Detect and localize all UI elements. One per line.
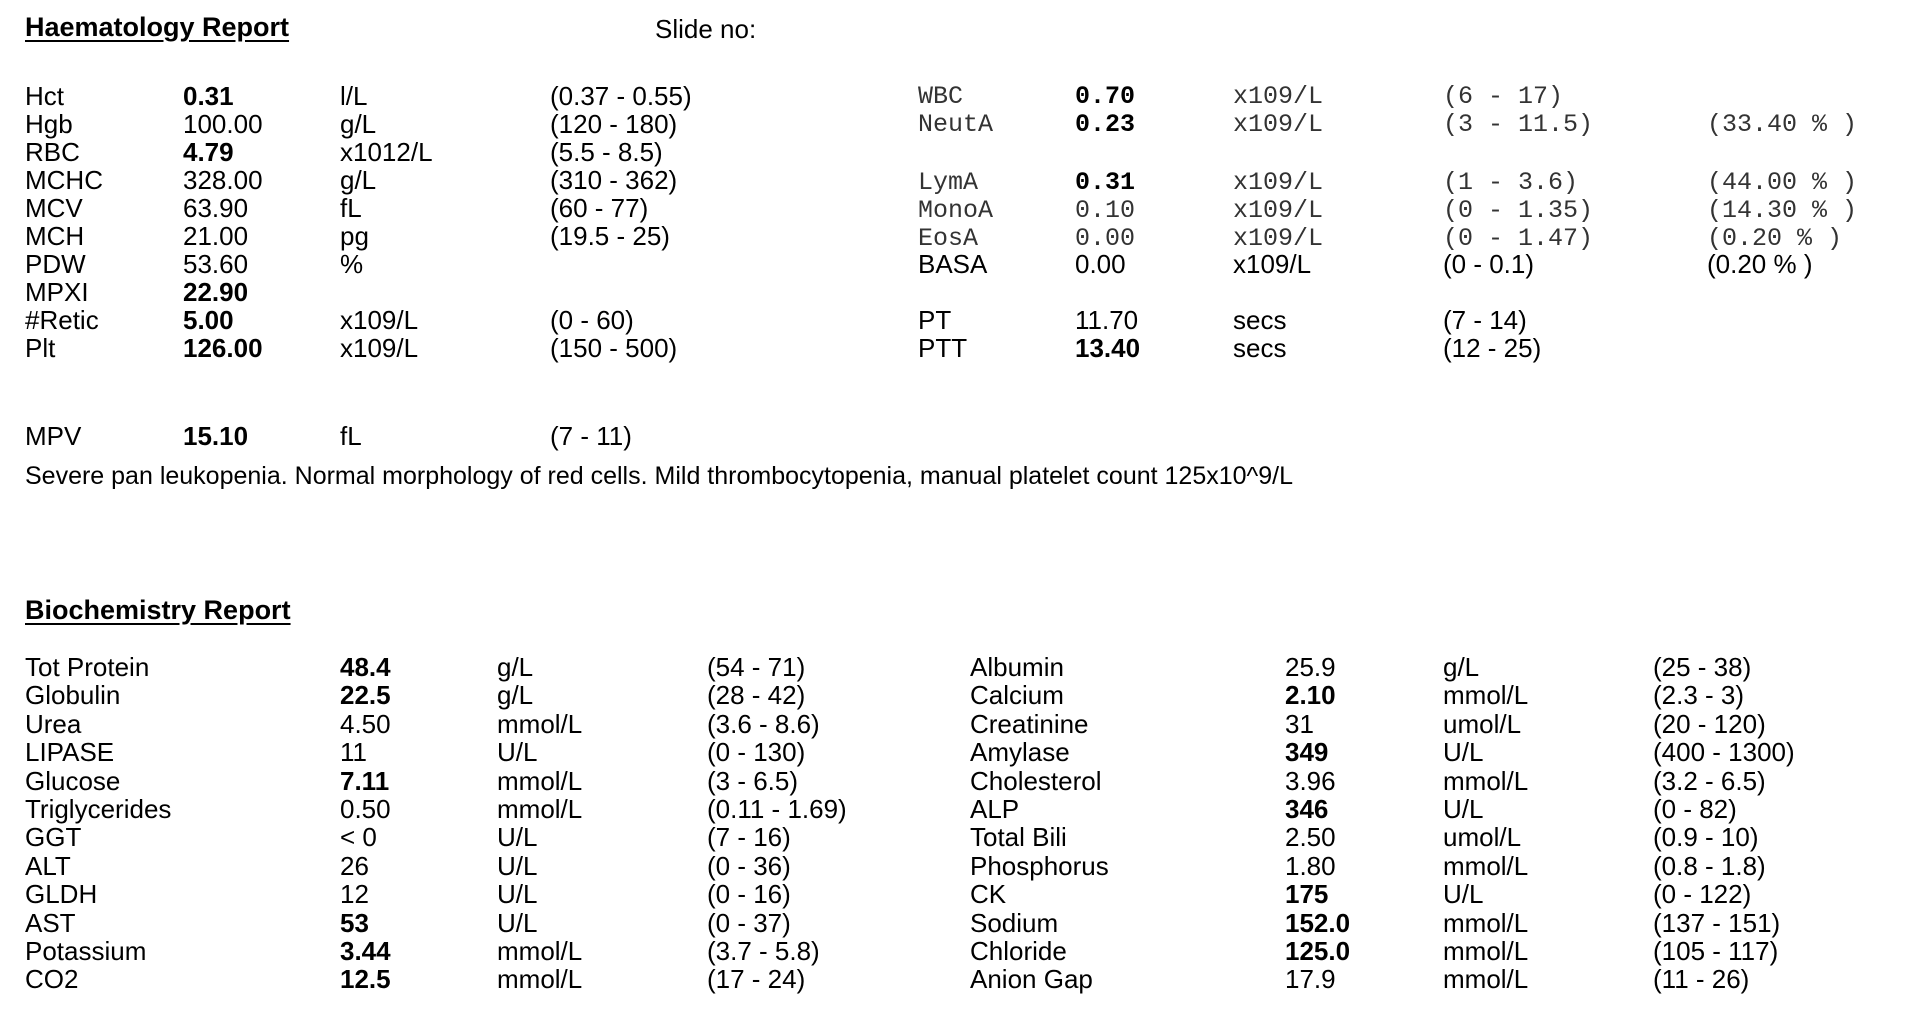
reference-range: (400 - 1300) [1653,737,1795,768]
test-value: 15.10 [183,421,249,451]
test-name: Urea [25,708,82,739]
test-value: 0.00 [1075,249,1126,279]
test-name: BASA [918,249,988,279]
reference-range: (0 - 1.47) [1443,224,1594,253]
test-name: PDW [25,249,86,279]
reference-range: (7 - 16) [707,822,791,853]
test-name: EosA [918,224,979,253]
test-unit: mmol/L [1443,850,1529,881]
test-name: Albumin [970,652,1064,682]
test-unit: mmol/L [1443,680,1529,711]
test-value: 346 [1285,794,1329,824]
reference-range: (0 - 130) [707,737,806,768]
test-unit: mmol/L [497,936,583,966]
test-value: 12 [340,879,369,910]
reference-range: (3.2 - 6.5) [1653,765,1766,796]
test-unit: x109/L [340,333,419,363]
test-unit: mmol/L [1443,964,1529,995]
test-name: ALT [25,850,71,881]
test-value: 4.50 [340,708,391,739]
reference-range: (0 - 122) [1653,879,1752,910]
test-value: 63.90 [183,193,249,223]
test-name: CO2 [25,964,79,995]
test-name: MPV [25,421,82,451]
test-unit: x1012/L [340,137,433,167]
test-name: Cholesterol [970,765,1102,796]
percentage: (33.40 % ) [1707,110,1858,139]
slide-number-label: Slide no: [655,14,757,44]
reference-range: (6 - 17) [1443,82,1564,111]
test-value: 21.00 [183,221,249,251]
reference-range: (150 - 500) [550,333,678,363]
test-value: 1.80 [1285,850,1336,881]
reference-range: (54 - 71) [707,652,806,682]
test-value: 48.4 [340,652,391,682]
percentage: (0.20 % ) [1707,249,1813,279]
test-unit: mmol/L [1443,765,1529,796]
reference-range: (7 - 11) [550,421,632,451]
reference-range: (19.5 - 25) [550,221,670,251]
test-value: 22.90 [183,277,249,307]
test-name: CK [970,879,1007,910]
test-unit: U/L [497,822,538,853]
test-name: RBC [25,137,80,167]
test-unit: mmol/L [497,794,583,824]
reference-range: (20 - 120) [1653,708,1766,739]
test-name: Hct [25,81,64,111]
test-unit: U/L [497,907,538,938]
test-unit: g/L [340,109,377,139]
reference-range: (3 - 6.5) [707,765,799,796]
reference-range: (0.11 - 1.69) [707,794,847,824]
reference-range: (0.9 - 10) [1653,822,1759,853]
percentage: (14.30 % ) [1707,196,1858,225]
reference-range: (0.37 - 0.55) [550,81,692,111]
test-value: 0.00 [1075,224,1136,253]
reference-range: (3.7 - 5.8) [707,936,820,966]
test-value: 31 [1285,708,1314,739]
test-value: < 0 [340,822,377,853]
reference-range: (7 - 14) [1443,305,1527,335]
reference-range: (25 - 38) [1653,652,1752,682]
reference-range: (0 - 36) [707,850,791,881]
test-unit: U/L [497,737,538,768]
reference-range: (310 - 362) [550,165,678,195]
test-value: 0.50 [340,794,391,824]
test-unit: fL [340,193,362,223]
test-unit: pg [340,221,369,251]
test-name: Globulin [25,680,121,711]
test-unit: mmol/L [497,765,583,796]
test-value: 0.31 [183,81,234,111]
test-unit: % [340,249,364,279]
test-name: Creatinine [970,708,1089,739]
test-name: MCH [25,221,85,251]
test-name: Chloride [970,936,1067,966]
test-name: Tot Protein [25,652,150,682]
test-unit: x109/L [1233,196,1324,225]
reference-range: (3.6 - 8.6) [707,708,820,739]
test-unit: secs [1233,305,1287,335]
test-unit: mmol/L [497,964,583,995]
test-unit: secs [1233,333,1287,363]
test-name: GGT [25,822,82,853]
test-name: GLDH [25,879,98,910]
test-value: 53 [340,907,369,938]
test-name: Glucose [25,765,121,796]
test-unit: l/L [340,81,368,111]
reference-range: (0.8 - 1.8) [1653,850,1766,881]
test-value: 3.44 [340,936,391,966]
test-value: 125.0 [1285,936,1351,966]
test-unit: U/L [1443,794,1484,824]
reference-range: (0 - 60) [550,305,634,335]
test-name: #Retic [25,305,99,335]
test-name: Hgb [25,109,73,139]
reference-range: (28 - 42) [707,680,806,711]
test-unit: g/L [497,680,534,711]
test-value: 7.11 [340,765,390,796]
test-name: AST [25,907,76,938]
reference-range: (1 - 3.6) [1443,168,1579,197]
reference-range: (0 - 16) [707,879,791,910]
reference-range: (137 - 151) [1653,907,1781,938]
test-value: 3.96 [1285,765,1336,796]
percentage: (44.00 % ) [1707,168,1858,197]
reference-range: (3 - 11.5) [1443,110,1594,139]
test-value: 328.00 [183,165,263,195]
test-unit: umol/L [1443,822,1522,853]
test-value: 100.00 [183,109,263,139]
test-name: MonoA [918,196,994,225]
test-value: 0.10 [1075,196,1136,225]
test-unit: U/L [497,879,538,910]
haematology-comment: Severe pan leukopenia. Normal morphology of red cells. Mild thrombocytopenia, manual platelet count 125x10^9/L [25,462,1294,490]
test-name: NeutA [918,110,994,139]
test-value: 22.5 [340,680,391,711]
test-name: LIPASE [25,737,115,768]
test-name: MPXI [25,277,89,307]
test-value: 17.9 [1285,964,1336,995]
test-name: Anion Gap [970,964,1093,995]
test-value: 0.23 [1075,110,1136,139]
haematology-title: Haematology Report [25,12,290,42]
test-name: PT [918,305,952,335]
test-unit: x109/L [1233,249,1312,279]
test-unit: umol/L [1443,708,1522,739]
reference-range: (0 - 82) [1653,794,1737,824]
test-name: ALP [970,794,1020,824]
reference-range: (0 - 37) [707,907,791,938]
test-unit: U/L [1443,737,1484,768]
test-unit: mmol/L [1443,936,1529,966]
test-unit: x109/L [1233,110,1324,139]
test-value: 126.00 [183,333,263,363]
test-value: 25.9 [1285,652,1336,682]
test-name: LymA [918,168,979,197]
test-value: 13.40 [1075,333,1141,363]
test-value: 152.0 [1285,907,1351,938]
reference-range: (2.3 - 3) [1653,680,1745,711]
test-name: PTT [918,333,968,363]
test-value: 5.00 [183,305,234,335]
reference-range: (17 - 24) [707,964,806,995]
test-name: Amylase [970,737,1070,768]
test-unit: U/L [497,850,538,881]
test-unit: x109/L [1233,82,1324,111]
test-name: Total Bili [970,822,1067,853]
reference-range: (11 - 26) [1653,964,1750,995]
test-unit: x109/L [1233,224,1324,253]
test-name: Potassium [25,936,147,966]
test-value: 11 [340,737,367,768]
test-name: WBC [918,82,964,111]
test-value: 2.10 [1285,680,1336,711]
test-value: 0.70 [1075,82,1136,111]
test-unit: U/L [1443,879,1484,910]
test-value: 12.5 [340,964,391,995]
biochemistry-title: Biochemistry Report [25,595,291,625]
test-value: 11.70 [1075,305,1139,335]
test-value: 2.50 [1285,822,1336,853]
reference-range: (12 - 25) [1443,333,1542,363]
reference-range: (105 - 117) [1653,936,1779,966]
test-value: 4.79 [183,137,234,167]
test-value: 175 [1285,879,1329,910]
test-unit: x109/L [340,305,419,335]
test-value: 53.60 [183,249,249,279]
reference-range: (0 - 0.1) [1443,249,1535,279]
reference-range: (120 - 180) [550,109,678,139]
test-value: 0.31 [1075,168,1136,197]
test-name: Sodium [970,907,1059,938]
test-unit: fL [340,421,362,451]
test-name: MCHC [25,165,103,195]
test-unit: g/L [1443,652,1480,682]
reference-range: (0 - 1.35) [1443,196,1594,225]
test-name: MCV [25,193,83,223]
test-unit: mmol/L [1443,907,1529,938]
reference-range: (5.5 - 8.5) [550,137,663,167]
test-unit: g/L [497,652,534,682]
test-value: 349 [1285,737,1329,768]
test-name: Triglycerides [25,794,172,824]
test-value: 26 [340,850,369,881]
test-unit: mmol/L [497,708,583,739]
test-name: Phosphorus [970,850,1109,881]
test-unit: g/L [340,165,377,195]
test-name: Calcium [970,680,1064,711]
test-name: Plt [25,333,56,363]
reference-range: (60 - 77) [550,193,649,223]
test-unit: x109/L [1233,168,1324,197]
percentage: (0.20 % ) [1707,224,1843,253]
